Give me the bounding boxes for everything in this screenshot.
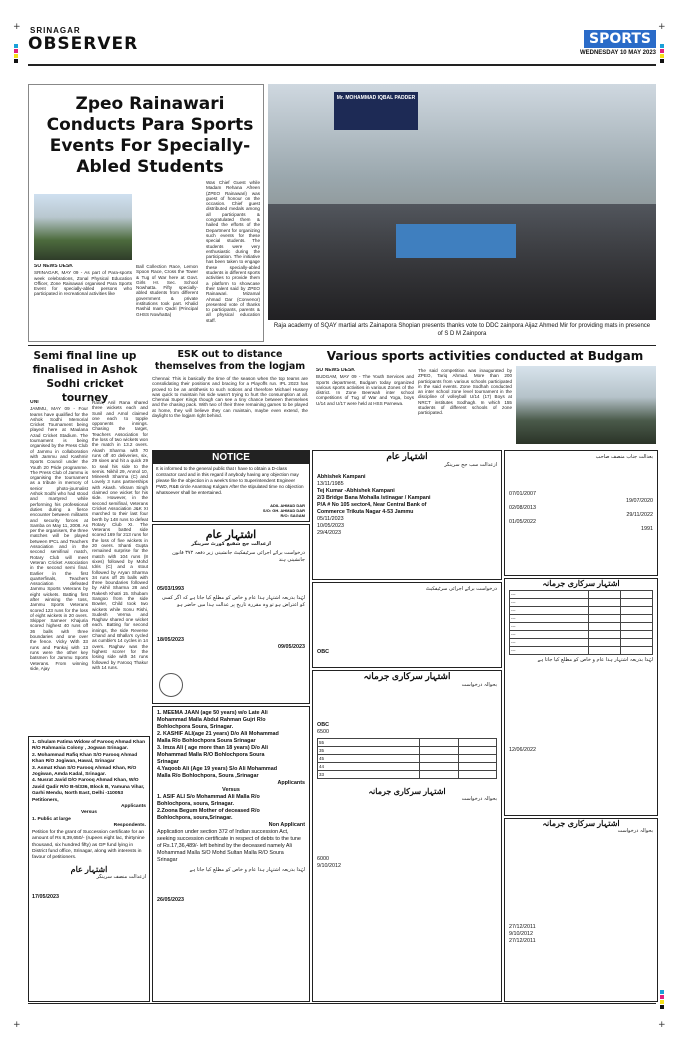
urdu-table-date: 9/10/2012 bbox=[317, 863, 341, 869]
petitioner-line: Mohammad Malla Abdul Rahman Gujri R/o bbox=[157, 717, 266, 723]
obc-ad-1 bbox=[312, 582, 502, 668]
right-bottom-date-1: 27/12/2011 bbox=[509, 924, 536, 930]
kampani-date2: 05/11/2023 bbox=[317, 516, 344, 522]
table-cell bbox=[589, 631, 621, 639]
masthead bbox=[28, 26, 656, 64]
color-bar bbox=[660, 990, 664, 1010]
table-cell: --- bbox=[510, 631, 589, 639]
table-cell bbox=[458, 747, 496, 755]
kampani-urdu-title: اشتہار عام bbox=[386, 451, 428, 461]
petitioner-line: 4. Nusrat Javid D/O Farooq Ahmad Khan, W/O bbox=[32, 778, 139, 784]
petitioners-list bbox=[153, 707, 309, 867]
urdu-ad-1 bbox=[152, 524, 310, 704]
story3-headline: ESK out to distance themselves from the logjam bbox=[154, 349, 306, 372]
table-cell bbox=[621, 647, 653, 655]
notice-title: NOTICE bbox=[153, 451, 309, 464]
table-cell: --- bbox=[510, 647, 589, 655]
right-bottom-date-2: 9/10/2012 bbox=[509, 931, 533, 937]
respondent-line: Bohlochpora, soura,Srinagar. bbox=[157, 815, 233, 821]
petitioner-line: Garhi Mendu, North East, Delhi -110053 bbox=[32, 791, 124, 797]
table-cell bbox=[621, 591, 653, 599]
notice-ad bbox=[152, 450, 310, 522]
table-cell bbox=[621, 615, 653, 623]
public-line: 1. Public at large bbox=[32, 816, 71, 822]
registration-mark: + bbox=[658, 1020, 666, 1030]
table-cell bbox=[621, 639, 653, 647]
lead-body-col1 bbox=[34, 264, 132, 336]
petition-text: Petition for the grant of Succession certificate for an amount of Rs 8,39,650/- (rupees eight lac, thirtynine thousand, six hundred fifty) as GP fund lying in District fund office, Srinagar, along with interests in favour of petitioners. bbox=[32, 829, 145, 861]
table-cell bbox=[420, 763, 458, 771]
kampani-date4: 29/4/2023 bbox=[317, 530, 341, 536]
table-cell bbox=[589, 647, 621, 655]
respondent-line: 1. ASIF ALI S/o Mohammad Ali Malla R/o bbox=[157, 794, 260, 800]
obc-ad-1-body: درخواست برائے اجرائی سرٹیفکیٹ bbox=[425, 586, 497, 592]
table-cell: --- bbox=[510, 591, 589, 599]
lead-byline: SO NEWS DESK bbox=[34, 264, 73, 269]
color-bar bbox=[14, 44, 18, 64]
petitioner-line: 2. KASHIF ALI(age 21 years) D/o Ali Mohammad bbox=[157, 731, 279, 737]
respondent-line: Bohlochpora, soura, Srinagar. bbox=[157, 801, 234, 807]
section-label: SPORTS bbox=[584, 30, 656, 48]
versus-label: Versus bbox=[222, 787, 240, 793]
registration-mark: + bbox=[658, 22, 666, 32]
left-urdu-title: اشتہار عام bbox=[70, 864, 108, 874]
urdu-ad-1-date: 05/03/1993 bbox=[157, 585, 184, 592]
photo-banner bbox=[334, 92, 418, 130]
kampani-date3: 10/05/2023 bbox=[317, 523, 344, 529]
application-text: Application under section 372 of Indian succession Act, seeking succession certificate in respect of debts to the tune of Rs.17,36,489/- left behind by the deceased namely Ali Mohammad Malla S/O Mohd Sultan Malla R/O Soura Srinagar bbox=[157, 829, 301, 863]
kampani-name: Abhishek Kampani bbox=[317, 474, 366, 480]
kampani-line1: Tej Kumar -Abhishek Kampani bbox=[317, 488, 395, 494]
photo-mats bbox=[396, 224, 516, 258]
petitioner-line: Malla R/o Bohlochpora, Soura ,Srinagar bbox=[157, 773, 259, 779]
table-cell: --- bbox=[510, 607, 589, 615]
petitioners-ad bbox=[152, 706, 310, 1002]
kampani-urdu-line: ازعدالت سب جج سرینگر bbox=[444, 462, 497, 468]
story2-body-text: JAMMU, MAY 09 - Four teams have qualified for the Ashok Sodhi Memorial Cricket Tournament being played here at Maulana Azad Cricket Stadium. The tournament is being organised by the Press Club of Jammu in collaboration with Jammu and Kashmir Sports Council under the Youth 20 Pride programme. The Press Club of Jammu is organising the tournament as a tribute in memory of senior photo-journalist Ashok Sodhi who had stood and martyred while performing his professional duties during a fierce encounter between militants and security forces at Samba on May 11, 2008. As per the organisers, the three matches will be played between IPCL and Teachers Association and in the second semifinal match, Rotary Club will meet Veteran Cricket Association in the second semi final. Earlier in the first quarterfinals, Teachers Association defeated Jammu Sports Veterans by eight wickets. Batting first after winning the toss, Jammu Sports Veterans scored 123 runs for the loss of eight wickets in 20 overs. Skipper Sameer Khajuria scored highest 40 runs off 36 balls with three boundaries and one over the fence. Vicky With 33 runs and Pankaj with 13 runs were the other key batsmen for Jammu Sports Veterans. From winning side, Ajay bbox=[30, 406, 88, 671]
table-cell bbox=[458, 771, 496, 779]
group-photo bbox=[268, 84, 656, 320]
urdu-ad-1-court: ازعدالت جج شفیع کورٹ سرینگر bbox=[191, 541, 271, 547]
petitioner-line: Mohammad Malla R/O Bohlochpora Soura bbox=[157, 752, 265, 758]
table-cell: 33 bbox=[318, 771, 420, 779]
color-bar bbox=[660, 44, 664, 64]
story4-photo bbox=[516, 366, 656, 444]
right-table-urdu: لہٰذا بذریعہ اشتہار ہذا عام و خاص کو مطلع کیا جاتا ہے bbox=[537, 657, 653, 663]
notice-signature bbox=[263, 503, 305, 518]
left-urdu-body: ازعدالت منصف سرینگر bbox=[96, 873, 146, 880]
right-table bbox=[505, 588, 657, 657]
table-cell: 44 bbox=[318, 763, 420, 771]
table-cell bbox=[420, 739, 458, 747]
table-cell: 45 bbox=[318, 755, 420, 763]
non-applicant-label: Non Applicant bbox=[268, 822, 305, 828]
registration-mark: + bbox=[13, 22, 21, 32]
petitioner-line: Javid Qadir R/O B-5/336, Block B, Yamuna Vihar, bbox=[32, 784, 145, 790]
story2-headline: Semi final line up finalised in Ashok Sodhi cricket tourney bbox=[32, 350, 138, 404]
petitioner-line: 3. Imza Ali ( age more than 18 years) D/o Ali bbox=[157, 745, 269, 751]
right-date-2: 19/07/2020 bbox=[626, 498, 653, 504]
registration-mark: + bbox=[13, 1020, 21, 1030]
table-cell bbox=[621, 631, 653, 639]
notice-sign-father: S/O: GH. AHMAD DAR bbox=[262, 508, 305, 513]
right-urdu-ad-3-title: اشتہار سرکاری جرمانہ bbox=[542, 819, 620, 828]
right-date-3: 02/08/2013 bbox=[509, 505, 536, 511]
urdu-ad-1-body: درخواست برائے اجرائی سرٹیفکیٹ جانشینی زیر دفعہ ۳۷۲ قانون جانشینی ہند bbox=[172, 549, 305, 563]
lead-body-text: SRINAGAR, MAY 09 - As part of Para-sports week celebrations, Zonal Physical Education Officer, Zone Rainawari organised Para Sports Event for specially-abled persons who participated in recreational activities like bbox=[34, 270, 132, 297]
right-urdu-ad-3 bbox=[504, 818, 658, 1002]
petitioner-line: 2. Mohammad Rafiq Khan S/O Farooq Ahmad bbox=[32, 752, 138, 758]
notice-sign-address: R/O: SAGAM bbox=[280, 513, 305, 518]
urdu-table bbox=[313, 736, 501, 781]
right-urdu-ad-3-body: بحوالہ درخواست bbox=[617, 828, 653, 834]
urdu-table-body: بحوالہ درخواست bbox=[461, 682, 497, 688]
footer-rule bbox=[28, 1003, 656, 1004]
petitioner-line: Khan R/O Jogiwan, Hawal, Srinagar bbox=[32, 759, 115, 765]
banner-text: Mr. MOHAMMAD IQBAL PADDER bbox=[336, 95, 416, 101]
petitioner-line: 1. Ghulam Fatima Widow of Farooq Ahmad Khan bbox=[32, 740, 146, 745]
petitioner-line: Malla R/o Bohlochpora Soura Srinagar bbox=[157, 738, 256, 744]
applicants-label: Applicants bbox=[120, 804, 146, 810]
right-table-ad bbox=[504, 578, 658, 816]
lead-body-col3: Was Chief Guest while Madam Rehana Afreen (ZPEO Rainawari) was guest of honour on the occasion. Chief guest distributed medals among all participants & congratulated them & hailed the efforts of the Department for organizing such events for these special students. The students were very enthusiastic during the participation. The initiative has been taken to engage these specially-abled students in different sports activities to provide them a platform to showcase their talent said by ZPEO Rainawari. Mizamal Ahmad Dar (Convenor) presented vote of thanks to participants, parents & all physical education staff. bbox=[206, 180, 260, 323]
table-cell: --- bbox=[510, 599, 589, 607]
right-year: 1991 bbox=[641, 526, 653, 532]
right-date-6: 12/06/2022 bbox=[509, 747, 536, 753]
lead-photo bbox=[34, 194, 132, 260]
right-date-5: 01/05/2022 bbox=[509, 519, 536, 525]
petitioner-line: 1. MEEMA JAAN (age 50 years) w/o Late Ali bbox=[157, 710, 268, 716]
masthead-city: SRINAGAR bbox=[30, 26, 81, 35]
urdu-ad-1-body2: لہٰذا بذریعہ اشتہار ہذا عام و خاص کو مطلع کیا جاتا ہے کہ اگر کسی کو اعتراض ہو تو وہ مقررہ تاریخ پر عدالت ہذا میں حاضر ہو bbox=[161, 594, 305, 608]
urdu-table-title2: اشتہار سرکاری جرمانہ bbox=[368, 787, 446, 796]
notice-body: It is informed to the general public that I have to obtain a D-class contractor card and in this regard if anybody having any objection may please file the objection in a week's time to Superintendent Engineer PWD, R&B circle Anantnag Kulgam After the stipulated time no objection whatsoever shall be entertained. bbox=[156, 466, 304, 495]
urdu-table-amount: 6500 bbox=[317, 729, 329, 735]
table-cell: 35 bbox=[318, 747, 420, 755]
story4-headline: Various sports activities conducted at Budgam bbox=[326, 349, 644, 363]
versus-label: Versus bbox=[80, 810, 98, 816]
table-cell bbox=[589, 599, 621, 607]
right-table-title: اشتہار سرکاری جرمانہ bbox=[542, 579, 620, 588]
kampani-line2: 2/3 Bridge Bana Mohalla /stinagar / Kampani bbox=[317, 495, 431, 501]
story2-byline: UNI bbox=[30, 400, 39, 405]
right-bottom-date-3: 27/12/2011 bbox=[509, 938, 536, 944]
table-cell bbox=[589, 607, 621, 615]
lead-body-col2: Ball Collection Race, Lemon Spoon Race, Cross the Tower & Tug of War here at Govt. Girls Hr. Sec. School Nowhatta. Fifty specially-abled students from different government & private institutions took part. Khalid Rashid Inam Qadri (Principal GHSS Nowhatta) bbox=[136, 264, 198, 317]
urdu-table-body2: بحوالہ درخواست bbox=[461, 796, 497, 802]
respondents-label: Respondents. bbox=[113, 823, 146, 829]
story4-byline: SO NEWS DESK bbox=[316, 368, 355, 373]
edition-date: WEDNESDAY 10 MAY 2023 bbox=[579, 50, 656, 56]
notice-sign-name: ADIL AHMAD DAR bbox=[270, 503, 305, 508]
table-cell: --- bbox=[510, 639, 589, 647]
urdu-table-ad bbox=[312, 670, 502, 1002]
right-date-4: 29/11/2022 bbox=[626, 512, 653, 518]
urdu-ad-1-title: اشتہار عام bbox=[205, 529, 257, 541]
right-urdu-ad-1-body: بعدالت جناب منصف صاحب bbox=[595, 454, 653, 460]
petitioner-line: 4.Yaqoob Ali (Age 19 years) S/o Ali Mohammad bbox=[157, 766, 278, 772]
story2-body-col1 bbox=[30, 400, 88, 732]
table-cell: --- bbox=[510, 615, 589, 623]
table-cell bbox=[589, 639, 621, 647]
left-date: 17/05/2023 bbox=[32, 893, 59, 900]
petitioner-line: 3. Asmat Khan S/O Farooq Ahmad Khan, R/O bbox=[32, 765, 137, 771]
table-cell bbox=[420, 755, 458, 763]
respondent-line: 2.Zoona Begum Mother of deceased R/o bbox=[157, 808, 260, 814]
table-cell bbox=[589, 615, 621, 623]
right-urdu-ad-1 bbox=[504, 450, 658, 576]
petitioner-line: Petitioners, bbox=[32, 797, 59, 803]
left-petitioners bbox=[29, 737, 149, 865]
applicants-label: Applicants bbox=[277, 780, 305, 786]
masthead-rule bbox=[28, 64, 656, 66]
table-cell: 55 bbox=[318, 739, 420, 747]
section-rule bbox=[28, 345, 656, 346]
petitioner-line: Jogiwan, Amda Kadal, Srinagar. bbox=[32, 772, 107, 778]
right-date-1: 07/01/2007 bbox=[509, 491, 536, 497]
petitioner-line: Bohlochpora Soura, Srinagar. bbox=[157, 724, 234, 730]
kampani-date: 13/11/1985 bbox=[317, 481, 344, 487]
table-cell bbox=[420, 747, 458, 755]
story4-body-col1 bbox=[316, 368, 414, 444]
court-seal bbox=[159, 673, 183, 697]
petitioner-line: Srinagar bbox=[157, 759, 179, 765]
obc-ad-1-label: OBC bbox=[317, 649, 329, 655]
photo-people bbox=[268, 204, 656, 320]
table-cell bbox=[458, 739, 496, 747]
story3-body: Chennai: This is basically the time of the season when the top teams are consolidating their positions and bracing for a Playoffs run. IPL 2023 has proved to be an antithesis to such notions and therefore Michael Hussey was quick to maintain his side wasn't trying to hurt the consumption at all. Chennai Super Kings though can see a tiny chance between themselves and the chasing pack. With two of their three remaining games to be played at home, they will believe they can maintain, maybe even extend, the daylight to the logjam right behind. bbox=[152, 376, 308, 419]
urdu-table-amount2: 6000 bbox=[317, 856, 329, 862]
story4-body-col2: The said competition was inaugurated by ZPEO, Tariq Ahmad. More than 200 participants from various schools participated in the said events. Zone Sodhah conducted an inter school zone level tournament in the discipline of volleyball U/14 (17) Boys at NRCT institutes Sodhagh. In which 155 students of different schools of zone participated. bbox=[418, 368, 512, 416]
table-cell bbox=[621, 623, 653, 631]
table-cell bbox=[621, 599, 653, 607]
photo-caption: Raja academy of SQAY martial arts Zainapora Shopian presents thanks vote to DDC zainpora Aijaz Ahmed Mir for providing mats in presence of S D M Zainpora bbox=[273, 323, 651, 337]
table-cell bbox=[458, 763, 496, 771]
urdu-ad-1-date2: 18/05/2023 bbox=[157, 636, 184, 643]
kampani-ad bbox=[312, 450, 502, 580]
table-cell bbox=[420, 771, 458, 779]
petitioners-urdu: لہٰذا بذریعہ اشتہار ہذا عام و خاص کو مطلع کیا جاتا ہے bbox=[189, 867, 305, 873]
kampani-line3: P/A # No 105 sector4, Near Central Bank of bbox=[317, 502, 427, 508]
left-bottom-ad bbox=[28, 736, 150, 1002]
table-cell bbox=[621, 607, 653, 615]
lead-headline: Zpeo Rainawari Conducts Para Sports Events For Specially-Abled Students bbox=[46, 94, 254, 177]
petitioner-line: R/O Rahmania Colony , Jogwan Srinagar. bbox=[32, 746, 128, 752]
story4-body-text: BUDGAM, MAY 09 - The Youth Services and Sports department, Budgam today organized various sports activities in various Zones of the district. In Zone Beerwah inter school competitions of Tug of War and Yoga, boys U/14 and U/17 were held at HSS Parnewa. bbox=[316, 374, 414, 406]
table-cell bbox=[589, 623, 621, 631]
urdu-table-obc: OBC bbox=[317, 722, 329, 728]
story2-body-col2: Rana, Anil Rana shared three wickets each and Sunil and Amol claimed one each to topple opponents innings. Chasing the target, Teachers Association for the loss of two wickets won the match in 13.2 overs. Akash Sharma with 70 runs off 40 deliveries, six, 29 sixes and hit a quick 29 to seal his side to the semis. Nikhil 29, Anmol 10, Mineesh Sharma (C) and Lovely 3 runs partnerships with Akash. Vikram Singh claimed one wicket for his side. However, in the second semifinal, Veterans Cricket Association J&K XI marched to their last four berth by 148 runs to defeat Rotary Club XI. The Veterans batted side scored 169 for 213 runs for the loss of five wickets in 20 overs. Shanti Gupta remained surprise for the match with 104 runs (8 sixes) followed by Mohd Idris (C) and a stout followed by Aryan Sharma 34 runs off 25 balls with three boundaries followed by Akhil Sharma 28 and Rakesh Khatri 15. Shubam Sangoo from the side Bowler, Child took two wickets while Sonu Rishi, Sudesh Verma and Raghav shared one wicket each. Batting for second innings, the side Reverse Chand and Bhalla's cycled as cumble's 14 cycles in 14 overs. Raghav was the highest scorer for the losing side with 34 runs followed by Farooq Thakur with 14 runs. bbox=[92, 400, 148, 670]
urdu-ad-1-date3: 09/05/2023 bbox=[278, 643, 305, 650]
petitioners-date: 26/05/2023 bbox=[157, 897, 184, 903]
urdu-table-title: اشتہار سرکاری جرمانہ bbox=[363, 671, 451, 681]
table-cell bbox=[589, 591, 621, 599]
table-cell: --- bbox=[510, 623, 589, 631]
table-cell bbox=[458, 755, 496, 763]
masthead-name: OBSERVER bbox=[28, 34, 139, 54]
kampani-line4: Commerce Trikuta Nagar 4-53 Jammu bbox=[317, 509, 414, 515]
